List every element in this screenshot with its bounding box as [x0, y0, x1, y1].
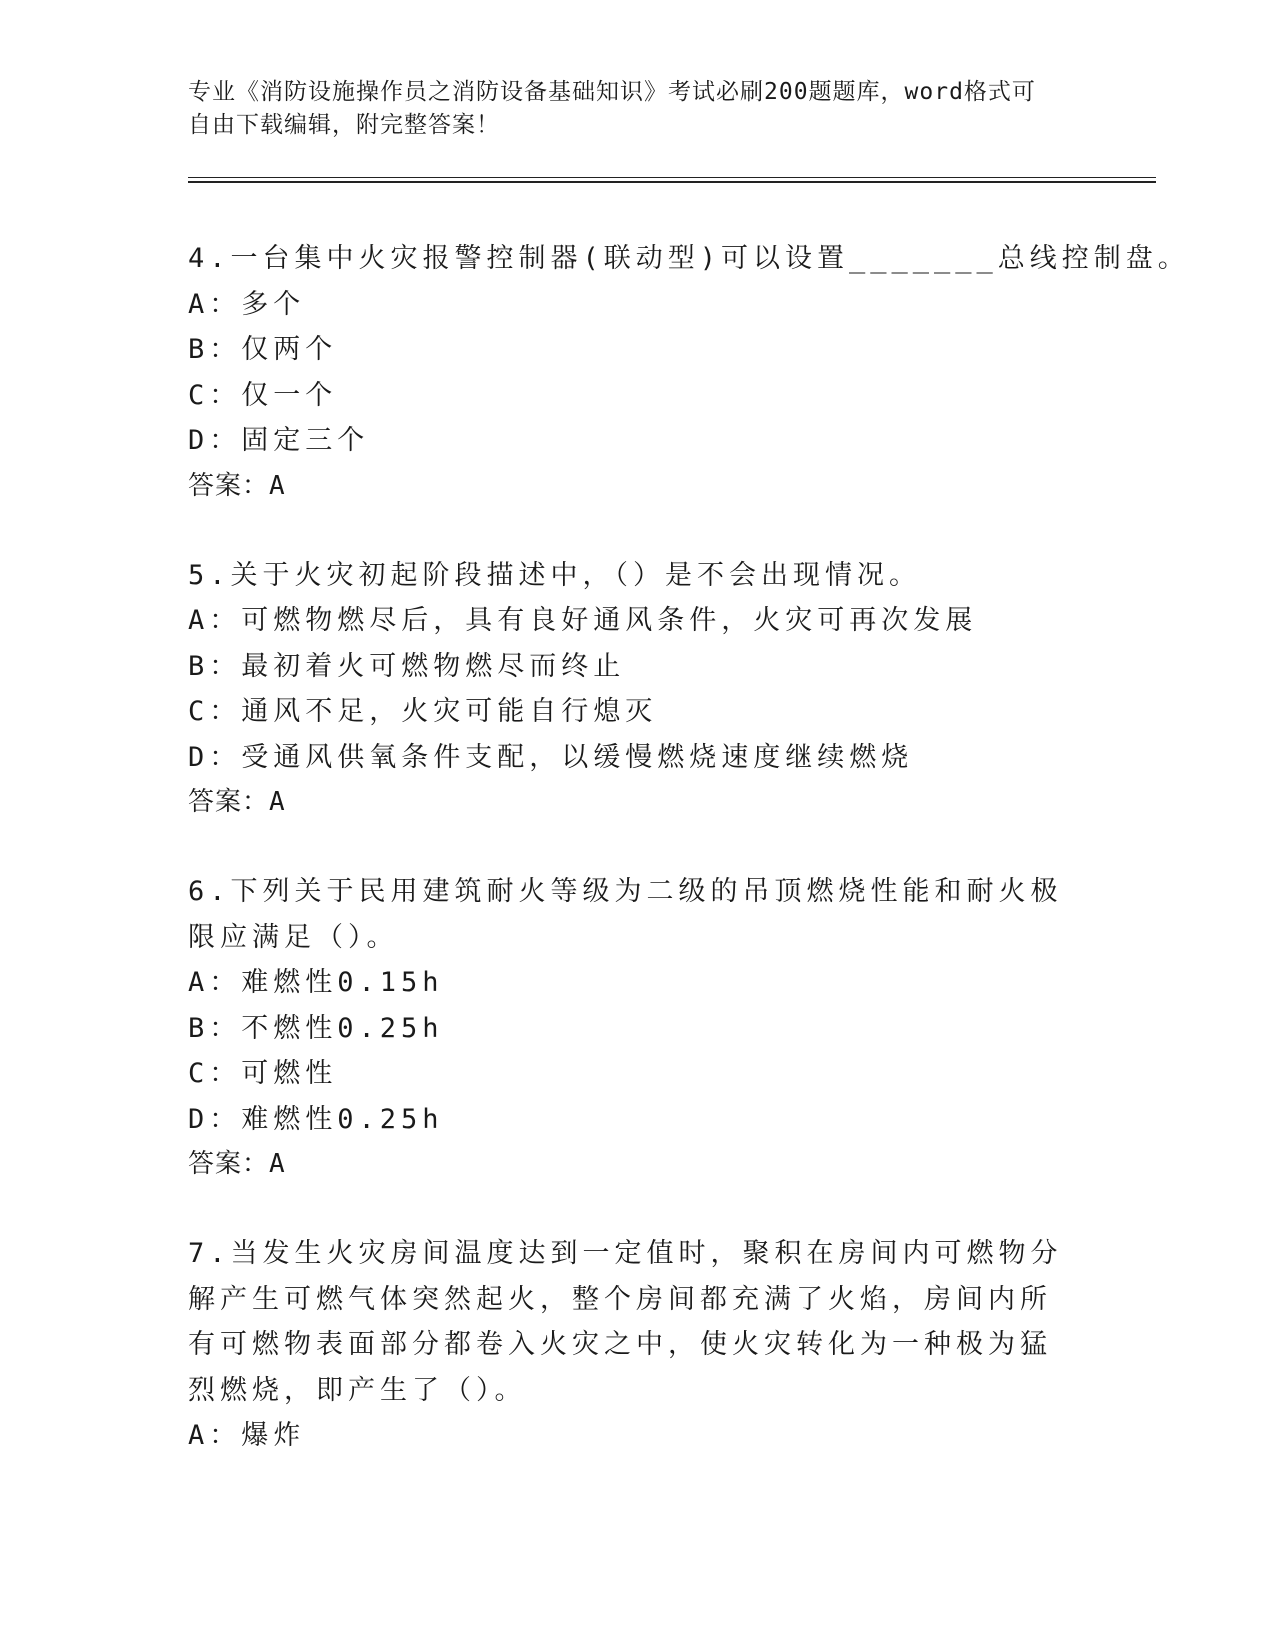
option-c: C：通风不足，火灾可能自行熄灭: [188, 696, 658, 727]
option-c: C：仅一个: [188, 379, 338, 411]
header-line-1: 专业《消防设施操作员之消防设备基础知识》考试必刷200题题库，word格式可: [188, 79, 1036, 105]
option-a: A：多个: [188, 288, 306, 320]
header-divider-thick: [188, 181, 1156, 183]
answer-value: A: [269, 470, 286, 501]
question-stem: 7.当发生火灾房间温度达到一定值时，聚积在房间内可燃物分解产生可燃气体突然起火，整个房间都充满了火焰，房间内所有可燃物表面部分都卷入火灾之中，使火灾转化为一种极为猛烈燃烧，即产生了（）。: [188, 1238, 1063, 1406]
option-d: D：受通风供氧条件支配，以缓慢燃烧速度继续燃烧: [188, 741, 914, 773]
answer-line: [188, 464, 1078, 509]
question-stem: 4.一台集中火灾报警控制器(联动型)可以设置_______总线控制盘。: [188, 243, 1190, 274]
option-b: B：不燃性0.25h: [188, 1012, 444, 1044]
option-a: A：可燃物燃尽后，具有良好通风条件，火灾可再次发展: [188, 605, 978, 636]
question-7: [188, 1231, 1078, 1459]
answer-line: [188, 1142, 1078, 1187]
question-stem: 6.下列关于民用建筑耐火等级为二级的吊顶燃烧性能和耐火极限应满足（）。: [188, 876, 1063, 953]
option-b: B：仅两个: [188, 334, 338, 365]
answer-label: 答案：: [188, 470, 270, 501]
header-line-2: 自由下载编辑，附完整答案！: [188, 112, 500, 138]
option-b: B：最初着火可燃物燃尽而终止: [188, 650, 626, 682]
question-5: [188, 553, 1078, 826]
option-a: A：爆炸: [188, 1420, 306, 1451]
document-header: [188, 76, 1088, 142]
option-d: D：难燃性0.25h: [188, 1103, 444, 1135]
question-4: [188, 236, 1190, 509]
answer-label: 答案：: [188, 787, 270, 817]
option-a: A：难燃性0.15h: [188, 967, 444, 998]
option-d: D：固定三个: [188, 425, 370, 456]
answer-value: A: [269, 787, 286, 817]
answer-label: 答案：: [188, 1149, 270, 1179]
header-divider-thin: [188, 177, 1156, 178]
question-list: [188, 236, 1190, 1503]
answer-value: A: [269, 1149, 286, 1179]
answer-line: [188, 780, 1078, 825]
question-6: [188, 869, 1078, 1187]
question-stem: 5.关于火灾初起阶段描述中，（）是不会出现情况。: [188, 559, 922, 591]
option-c: C：可燃性: [188, 1058, 338, 1089]
